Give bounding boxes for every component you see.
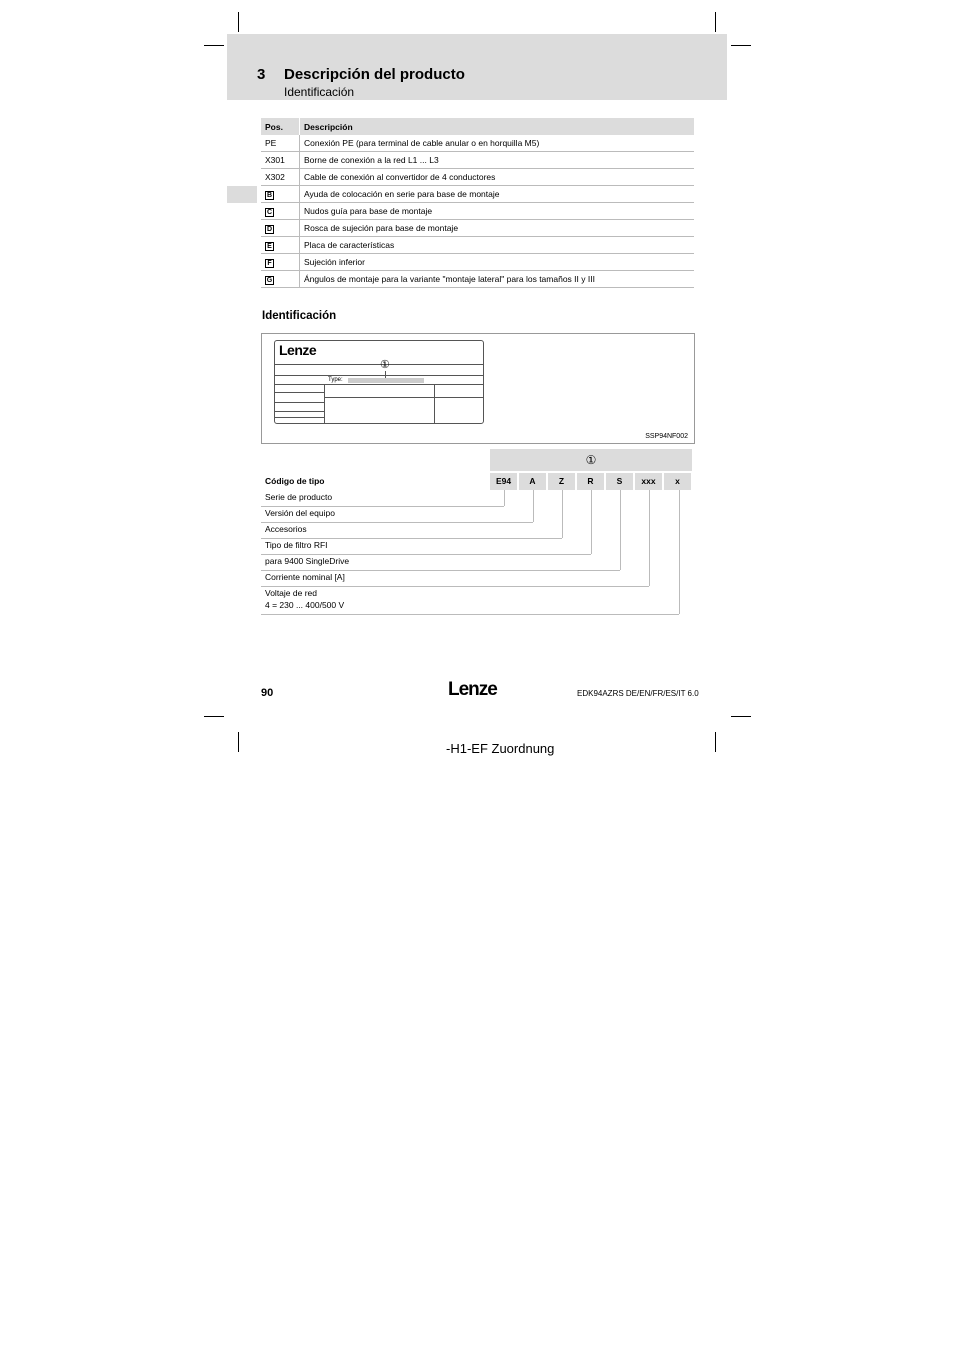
boxed-letter: C — [266, 208, 273, 216]
nameplate-figure — [261, 333, 695, 444]
type-code-segment: R — [577, 473, 604, 490]
col-header-desc: Descripción — [300, 118, 695, 135]
desc-cell: Nudos guía para base de montaje — [300, 203, 695, 220]
side-tab — [227, 186, 257, 203]
connector-line — [261, 586, 649, 587]
table-row — [261, 186, 694, 203]
crop-mark — [715, 12, 716, 32]
boxed-letter: D — [266, 225, 273, 233]
connector-line — [533, 490, 534, 522]
desc-cell: Sujeción inferior — [300, 254, 695, 271]
desc-cell: Conexión PE (para terminal de cable anular o en horquilla M5) — [300, 135, 695, 152]
type-code-segment: xxx — [635, 473, 662, 490]
type-code-marker: ① — [490, 449, 692, 471]
nameplate — [274, 340, 484, 424]
table-row — [261, 254, 694, 271]
pos-label: X302 — [265, 172, 285, 182]
connector-line — [591, 490, 592, 554]
chapter-title: Descripción del producto — [284, 66, 465, 83]
type-code-label: Código de tipo — [265, 476, 325, 486]
connector-line — [261, 554, 591, 555]
nameplate-marker: ① — [380, 359, 390, 371]
desc-cell: Borne de conexión a la red L1 ... L3 — [300, 152, 695, 169]
connector-line — [504, 490, 505, 506]
type-code-segment: Z — [548, 473, 575, 490]
type-code-segment: E94 — [490, 473, 517, 490]
desc-cell: Placa de características — [300, 237, 695, 254]
type-code-item: Serie de producto — [265, 492, 333, 502]
figure-id: SSP94NF002 — [645, 433, 688, 440]
crop-mark — [731, 716, 751, 717]
table-row — [261, 271, 694, 288]
desc-cell: Cable de conexión al convertidor de 4 conductores — [300, 169, 695, 186]
type-code-segment: A — [519, 473, 546, 490]
table-row — [261, 237, 694, 254]
chapter-subtitle: Identificación — [284, 85, 355, 99]
boxed-letter: G — [266, 276, 273, 284]
col-header-pos: Pos. — [261, 118, 300, 135]
connector-line — [562, 490, 563, 538]
nameplate-type-field — [348, 378, 424, 383]
table-row — [261, 152, 694, 169]
pos-cell — [261, 186, 300, 203]
type-code-item: para 9400 SingleDrive — [265, 556, 350, 566]
pos-cell — [261, 135, 300, 152]
type-code-item: Tipo de filtro RFI — [265, 540, 328, 550]
boxed-letter: E — [265, 242, 274, 251]
connector-line — [261, 538, 562, 539]
type-code-item: Accesorios — [265, 524, 307, 534]
boxed-letter: B — [266, 191, 273, 199]
pos-label: PE — [265, 138, 277, 148]
connector-line — [261, 614, 679, 615]
table-row — [261, 203, 694, 220]
position-table — [261, 118, 694, 288]
pos-cell — [261, 271, 300, 288]
crop-mark — [238, 732, 239, 752]
position-table-body — [261, 135, 694, 288]
page-number: 90 — [261, 687, 274, 699]
crop-mark — [204, 716, 224, 717]
nameplate-type-label: Type: — [328, 377, 343, 383]
table-row — [261, 220, 694, 237]
pos-cell — [261, 169, 300, 186]
connector-line — [649, 490, 650, 586]
bottom-note: -H1-EF Zuordnung — [446, 741, 555, 756]
connector-line — [620, 490, 621, 570]
pos-cell — [261, 220, 300, 237]
pos-cell — [261, 152, 300, 169]
type-code-item: Corriente nominal [A] — [265, 572, 345, 582]
type-code-item: Voltaje de red — [265, 588, 317, 598]
crop-mark — [204, 45, 224, 46]
connector-line — [261, 506, 504, 507]
crop-mark — [731, 45, 751, 46]
connector-line — [261, 522, 533, 523]
document-id: EDK94AZRS DE/EN/FR/ES/IT 6.0 — [577, 689, 699, 698]
chapter-number: 3 — [257, 66, 266, 83]
boxed-letter: F — [265, 259, 274, 268]
pos-cell — [261, 237, 300, 254]
nameplate-logo: Lenze — [279, 342, 317, 358]
pos-label: X301 — [265, 155, 285, 165]
table-row — [261, 135, 694, 152]
table-row — [261, 169, 694, 186]
type-code-segment: S — [606, 473, 633, 490]
crop-mark — [238, 12, 239, 32]
connector-line — [679, 490, 680, 614]
desc-cell: Ángulos de montaje para la variante "montaje lateral" para los tamaños II y III — [300, 271, 695, 288]
crop-mark — [715, 732, 716, 752]
type-code-segment: x — [664, 473, 691, 490]
type-code-item: 4 = 230 ... 400/500 V — [265, 600, 345, 610]
type-code-item: Versión del equipo — [265, 508, 335, 518]
desc-cell: Rosca de sujeción para base de montaje — [300, 220, 695, 237]
pos-cell — [261, 203, 300, 220]
footer-logo: Lenze — [448, 679, 497, 700]
connector-line — [261, 570, 620, 571]
section-title: Identificación — [262, 310, 337, 322]
pos-cell — [261, 254, 300, 271]
desc-cell: Ayuda de colocación en serie para base de montaje — [300, 186, 695, 203]
